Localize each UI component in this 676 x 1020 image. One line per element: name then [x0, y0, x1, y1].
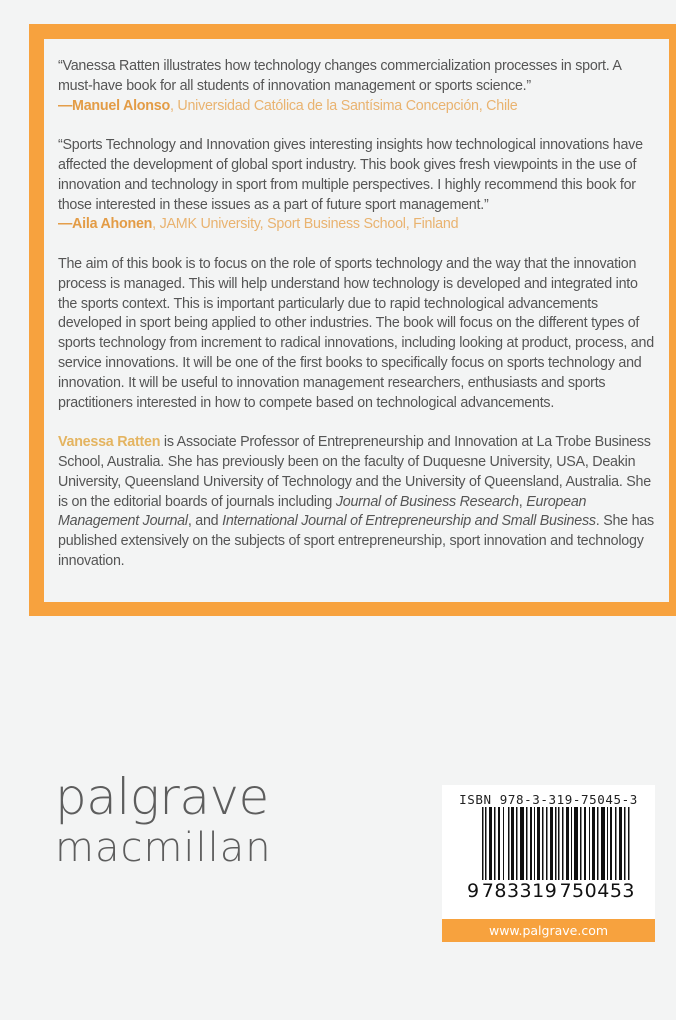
endorser-affiliation: , JAMK University, Sport Business School, Finland	[152, 216, 459, 233]
publisher-logo-line2: macmillan	[55, 825, 272, 871]
publisher-logo	[55, 768, 272, 871]
publisher-logo-line1: palgrave	[55, 768, 269, 826]
endorsement-1	[58, 57, 657, 116]
book-description: The aim of this book is to focus on the role of sports technology and the way that the innovation process is managed. This will help understand how technology is developed and integrated into the sports context. This is important particularly due to rapid technological advancements developed in sport being applied to other industries. The book will focus on the different types of sports technology from increment to radical innovations, including looking at product, process, and service innovations. It will be one of the first books to specifically focus on sports technology and innovation. It will be useful to innovation management researchers, enthusiasts and sports practitioners interested in how to compete based on technological advancements.	[58, 255, 654, 411]
journal-title: European Management Journal	[58, 493, 587, 530]
endorsement-attribution	[58, 98, 518, 114]
ean-digit-group: 783319	[481, 880, 558, 902]
back-cover-text-frame	[29, 24, 676, 616]
author-name: Vanessa Ratten	[58, 434, 161, 451]
isbn-barcode-box	[442, 785, 655, 919]
endorser-name: —Manuel Alonso	[58, 97, 170, 114]
separator: ,	[518, 493, 527, 510]
publisher-url: www.palgrave.com	[442, 919, 655, 942]
author-bio-text: . She has published extensively on the subjects of sport entrepreneurship, sport innovation and technology innovation.	[58, 513, 654, 569]
endorsement-quote: “Vanessa Ratten illustrates how technology changes commercialization processes in sport. A must-have book for all students of innovation management or sports science.”	[58, 58, 621, 94]
author-bio-text: is Associate Professor of Entrepreneurship and Innovation at La Trobe Business School, Australia. She has previously been on the faculty of Duquesne University, USA, Deakin University, Queensland University of Technology and the University of Queensland, Australia. She is on the editorial boards of journals including	[58, 434, 651, 510]
back-cover-text-panel	[44, 39, 669, 602]
endorser-affiliation: , Universidad Católica de la Santísima Concepción, Chile	[169, 97, 518, 114]
ean-digit-group: 750453	[559, 880, 635, 902]
journal-title: Journal of Business Research	[335, 493, 519, 510]
endorser-name: —Aila Ahonen	[58, 216, 153, 233]
journal-title: International Journal of Entrepreneurship and Small Business	[222, 513, 596, 530]
endorsement-quote: “Sports Technology and Innovation gives interesting insights how technological innovations have affected the development of global sport industry. This book gives fresh viewpoints in the use of innovation and technology in sport from multiple perspectives. I highly recommend this book for those interested in these issues as a part of future sport management.”	[58, 137, 643, 213]
endorsement-2	[58, 136, 657, 235]
separator: , and	[187, 513, 223, 530]
endorsement-attribution	[58, 216, 458, 232]
author-bio	[58, 433, 657, 572]
ean-digit-group: 9	[467, 880, 480, 902]
isbn-label: ISBN 978-3-319-75045-3	[459, 792, 638, 807]
ean-digits	[466, 880, 636, 902]
